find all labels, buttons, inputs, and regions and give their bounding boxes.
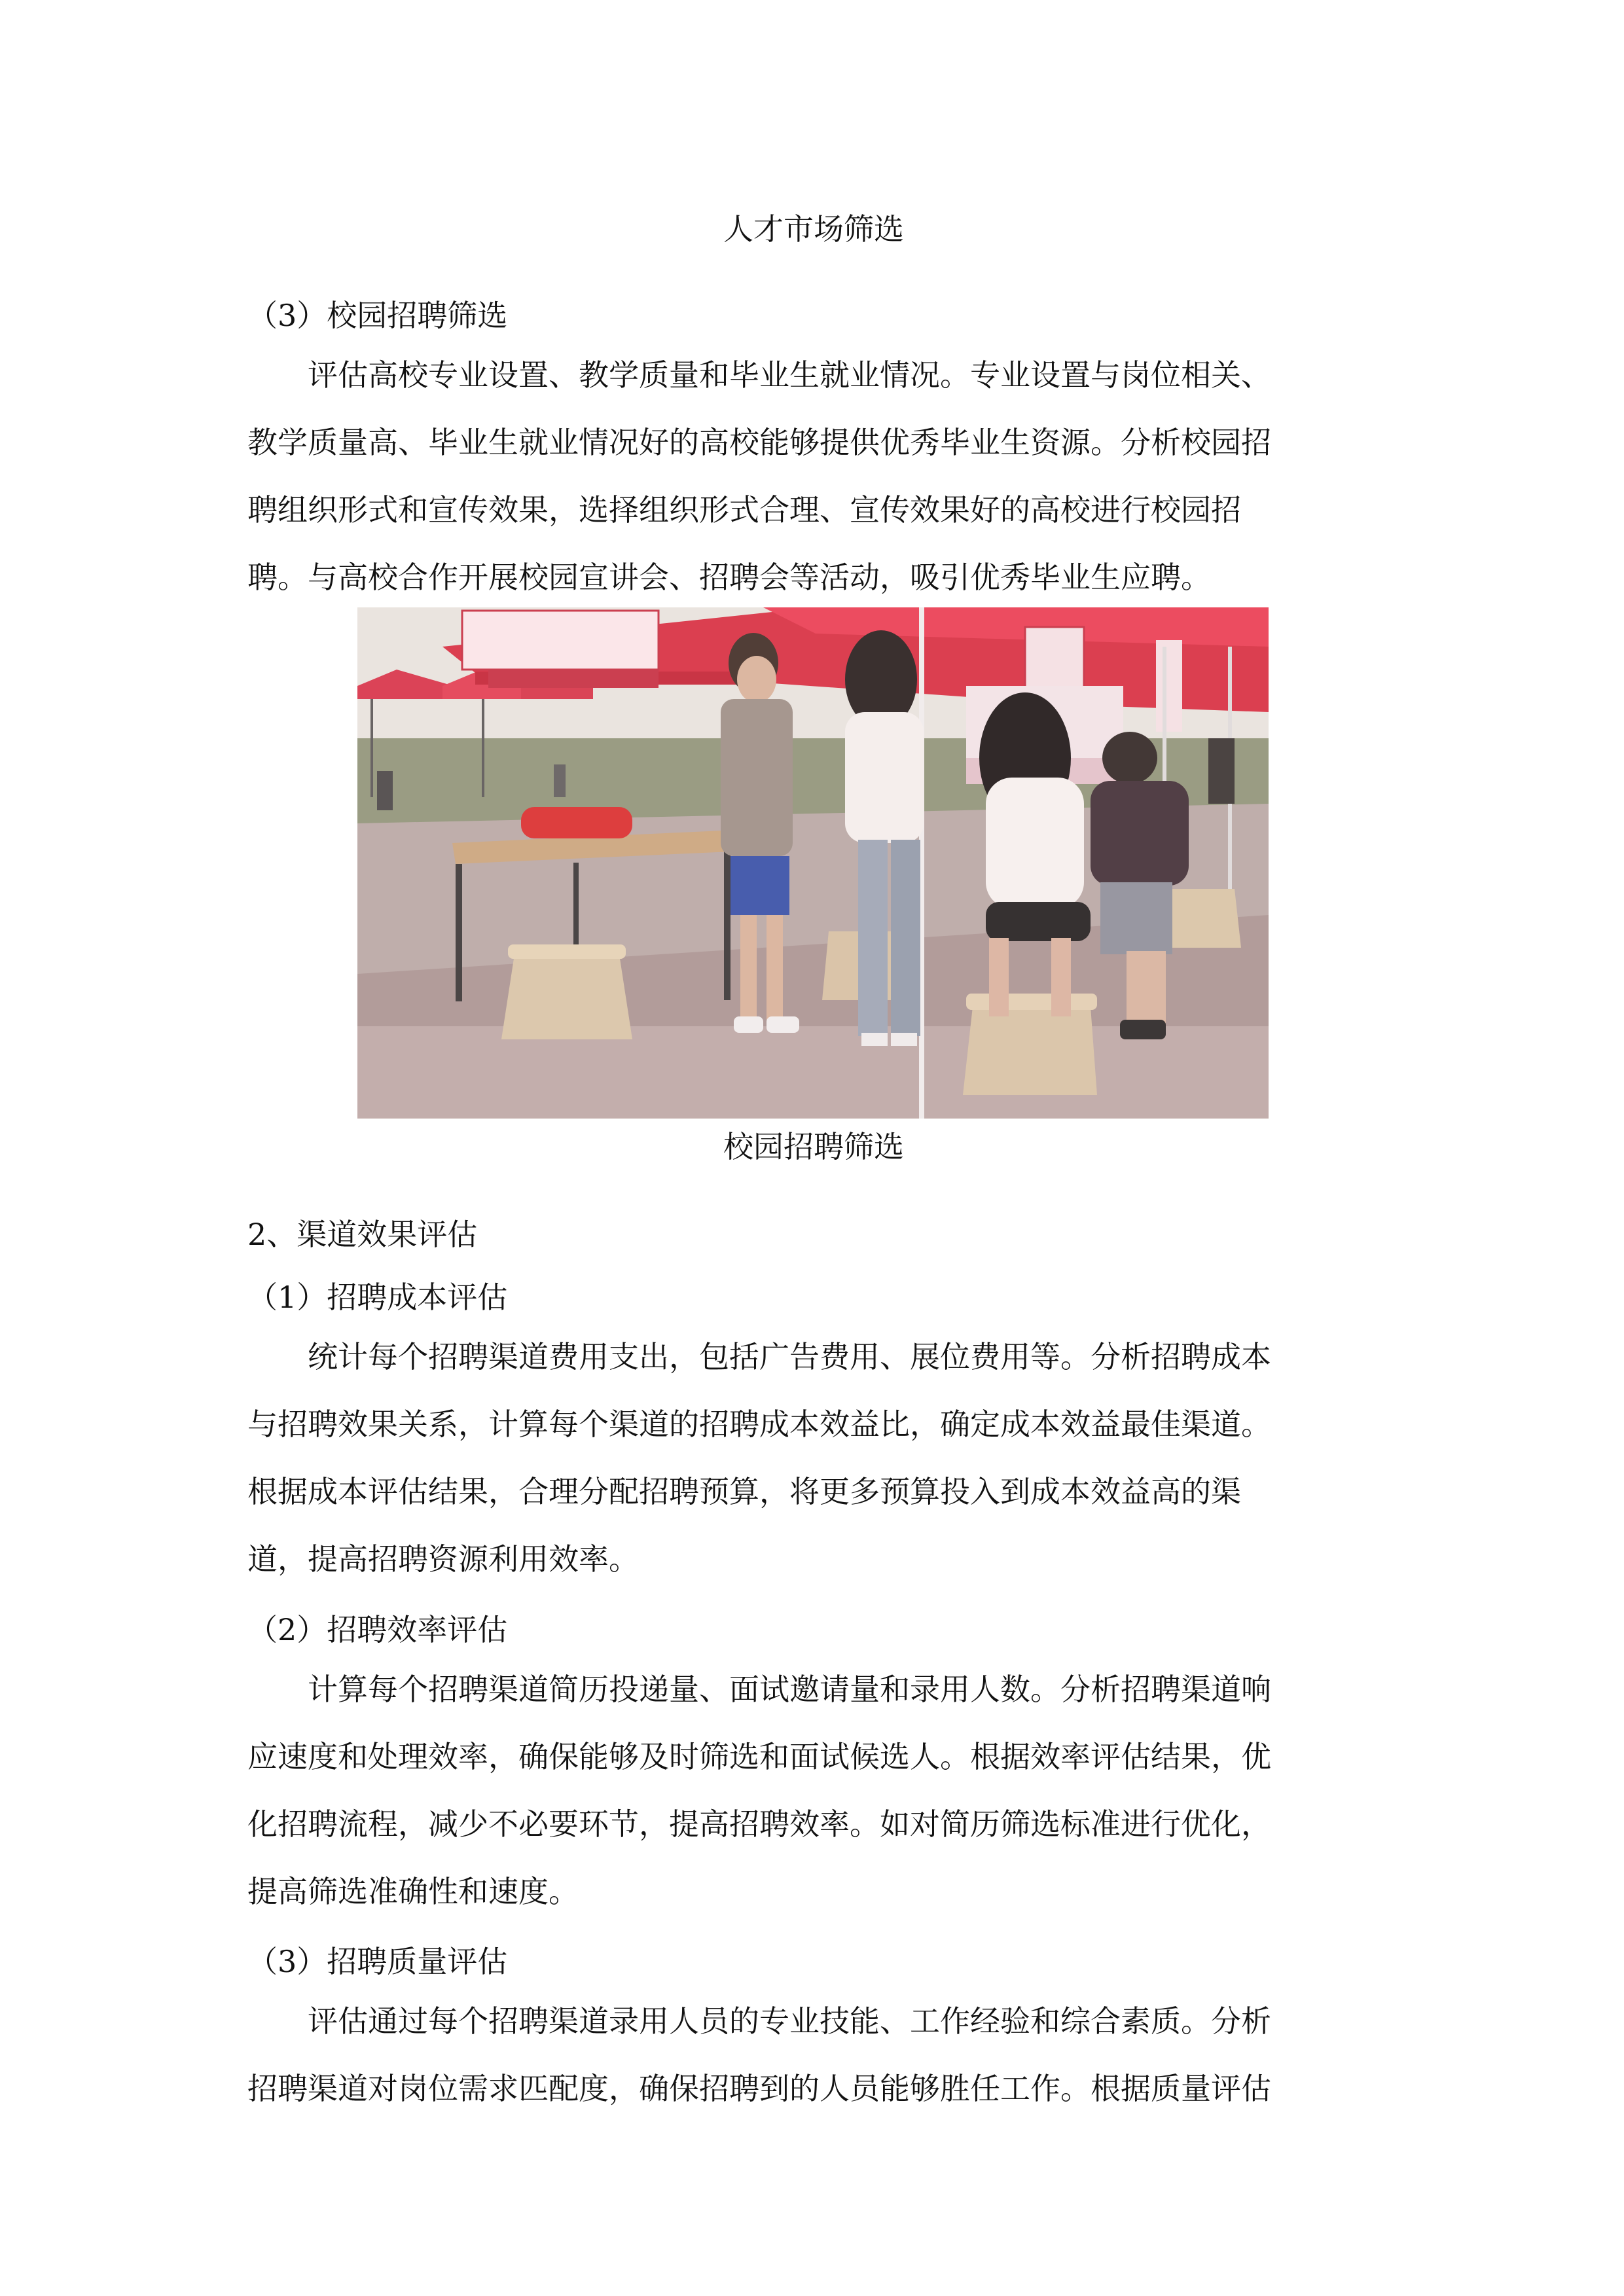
paragraph-line: 道，提高招聘资源利用效率。	[247, 1541, 639, 1577]
heading-cost-evaluation: （1）招聘成本评估	[247, 1280, 508, 1315]
paragraph-line: 聘组织形式和宣传效果，选择组织形式合理、宣传效果好的高校进行校园招	[247, 492, 1241, 528]
paragraph-line: 聘。与高校合作开展校园宣讲会、招聘会等活动，吸引优秀毕业生应聘。	[247, 560, 1211, 595]
paragraph-line: 招聘渠道对岗位需求匹配度，确保招聘到的人员能够胜任工作。根据质量评估	[247, 2071, 1271, 2106]
paragraph-cost-evaluation	[247, 1323, 1380, 1593]
top-caption: 人才市场筛选	[723, 211, 904, 247]
paragraph-line: 计算每个招聘渠道简历投递量、面试邀请量和录用人数。分析招聘渠道响	[308, 1672, 1271, 1707]
paragraph-line: 统计每个招聘渠道费用支出，包括广告费用、展位费用等。分析招聘成本	[308, 1339, 1271, 1374]
paragraph-line: 与招聘效果关系，计算每个渠道的招聘成本效益比，确定成本效益最佳渠道。	[247, 1407, 1271, 1442]
heading-campus-screening: （3）校园招聘筛选	[247, 298, 508, 333]
paragraph-efficiency-evaluation	[247, 1656, 1380, 1926]
heading-quality-evaluation: （3）招聘质量评估	[247, 1944, 508, 1979]
figure-caption: 校园招聘筛选	[723, 1129, 904, 1164]
heading-efficiency-evaluation: （2）招聘效率评估	[247, 1612, 508, 1647]
campus-recruitment-photo	[357, 607, 1269, 1119]
paragraph-line: 应速度和处理效率，确保能够及时筛选和面试候选人。根据效率评估结果，优	[247, 1739, 1271, 1774]
heading-channel-evaluation: 2、渠道效果评估	[247, 1217, 478, 1252]
paragraph-line: 教学质量高、毕业生就业情况好的高校能够提供优秀毕业生资源。分析校园招	[247, 425, 1271, 460]
paragraph-line: 化招聘流程，减少不必要环节，提高招聘效率。如对简历筛选标准进行优化，	[247, 1806, 1271, 1842]
paragraph-line: 评估高校专业设置、教学质量和毕业生就业情况。专业设置与岗位相关、	[308, 357, 1271, 393]
paragraph-campus-screening	[247, 342, 1380, 611]
paragraph-line: 提高筛选准确性和速度。	[247, 1874, 579, 1909]
paragraph-line: 根据成本评估结果，合理分配招聘预算，将更多预算投入到成本效益高的渠	[247, 1474, 1241, 1509]
paragraph-line: 评估通过每个招聘渠道录用人员的专业技能、工作经验和综合素质。分析	[308, 2003, 1271, 2039]
paragraph-quality-evaluation	[247, 1988, 1380, 2123]
